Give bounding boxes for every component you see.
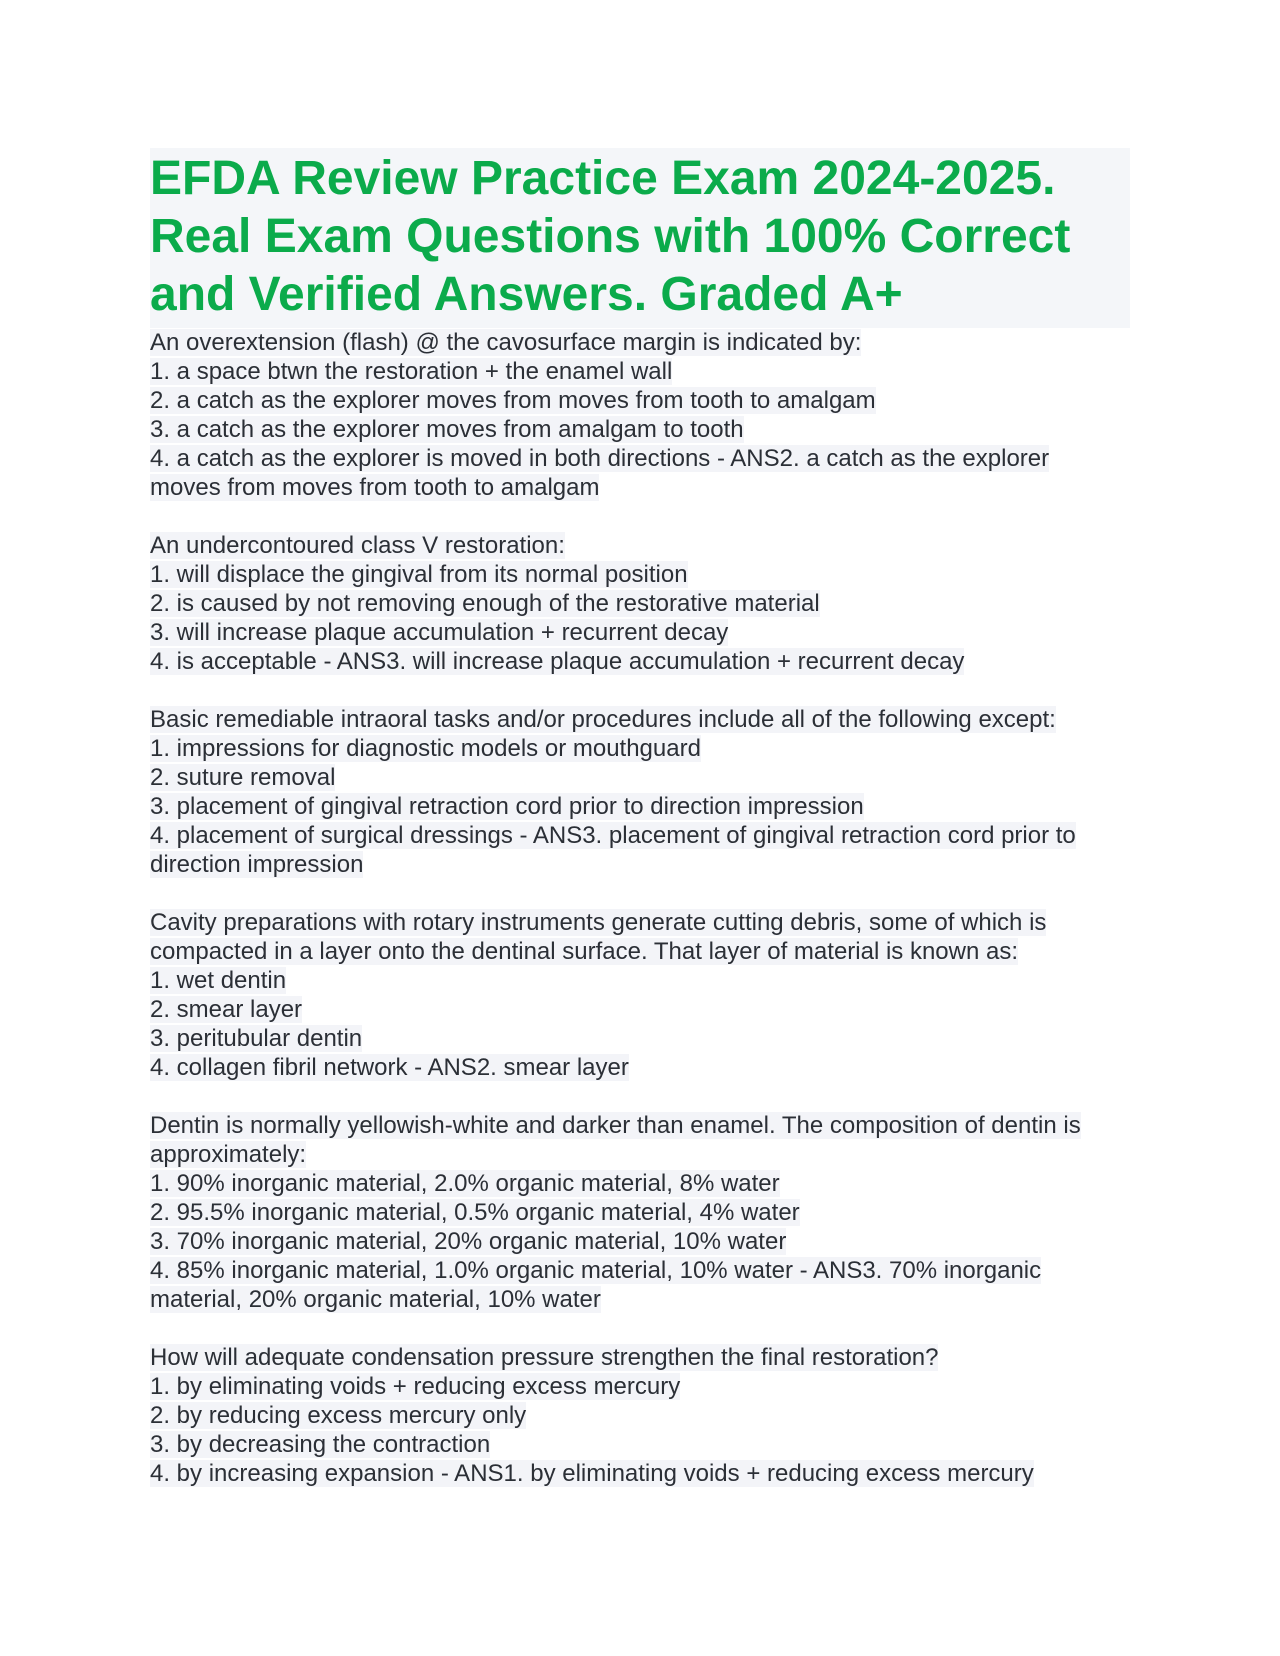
question-text: Basic remediable intraoral tasks and/or procedures include all of the following except: [150, 706, 1056, 733]
answer-option-with-answer: 4. a catch as the explorer is moved in both directions - ANS2. a catch as the explorer [150, 445, 1050, 472]
answer-option-with-answer: 4. is acceptable - ANS3. will increase plaque accumulation + recurrent decay [150, 648, 965, 675]
question-text: compacted in a layer onto the dentinal surface. That layer of material is known as: [150, 938, 1019, 965]
document-page [150, 148, 1130, 1488]
answer-option: 2. is caused by not removing enough of the restorative material [150, 590, 820, 617]
answer-option: 2. 95.5% inorganic material, 0.5% organic material, 4% water [150, 1199, 800, 1226]
answer-option: 3. by decreasing the contraction [150, 1431, 491, 1458]
question-block-5 [150, 1111, 1130, 1314]
question-block-2 [150, 531, 1130, 676]
answer-option-with-answer: 4. by increasing expansion - ANS1. by eliminating voids + reducing excess mercury [150, 1460, 1034, 1487]
answer-option-with-answer: 4. collagen fibril network - ANS2. smear layer [150, 1054, 629, 1081]
document-title [150, 148, 1130, 328]
answer-option: 1. a space btwn the restoration + the enamel wall [150, 358, 673, 385]
answer-option: 2. suture removal [150, 764, 336, 791]
question-block-1 [150, 328, 1130, 502]
question-text: Cavity preparations with rotary instruments generate cutting debris, some of which is [150, 909, 1047, 936]
answer-option: 1. wet dentin [150, 967, 287, 994]
question-text: An undercontoured class V restoration: [150, 532, 565, 559]
answer-option-with-answer: 4. 85% inorganic material, 1.0% organic material, 10% water - ANS3. 70% inorganic [150, 1257, 1042, 1284]
title-line: and Verified Answers. Graded A+ [150, 268, 903, 321]
question-text: An overextension (flash) @ the cavosurface margin is indicated by: [150, 329, 862, 356]
answer-option: 3. will increase plaque accumulation + recurrent decay [150, 619, 729, 646]
question-block-3 [150, 705, 1130, 879]
answer-option: 2. by reducing excess mercury only [150, 1402, 527, 1429]
title-line: EFDA Review Practice Exam 2024-2025. [150, 152, 1056, 205]
answer-option: 1. by eliminating voids + reducing excess mercury [150, 1373, 681, 1400]
answer-option-with-answer: 4. placement of surgical dressings - ANS3. placement of gingival retraction cord prior to [150, 822, 1076, 849]
answer-option: 1. impressions for diagnostic models or mouthguard [150, 735, 701, 762]
question-block-6 [150, 1343, 1130, 1488]
answer-option: 3. peritubular dentin [150, 1025, 363, 1052]
answer-option: 1. will displace the gingival from its normal position [150, 561, 688, 588]
question-text: How will adequate condensation pressure strengthen the final restoration? [150, 1344, 939, 1371]
question-text: Dentin is normally yellowish-white and darker than enamel. The composition of dentin is [150, 1112, 1081, 1139]
answer-option: 3. 70% inorganic material, 20% organic material, 10% water [150, 1228, 787, 1255]
answer-option: 3. a catch as the explorer moves from amalgam to tooth [150, 416, 744, 443]
answer-continuation: direction impression [150, 851, 364, 878]
question-text: approximately: [150, 1141, 307, 1168]
answer-option: 2. smear layer [150, 996, 303, 1023]
answer-option: 3. placement of gingival retraction cord prior to direction impression [150, 793, 864, 820]
title-line: Real Exam Questions with 100% Correct [150, 210, 1071, 263]
answer-option: 2. a catch as the explorer moves from moves from tooth to amalgam [150, 387, 876, 414]
answer-option: 1. 90% inorganic material, 2.0% organic material, 8% water [150, 1170, 780, 1197]
answer-continuation: material, 20% organic material, 10% water [150, 1286, 601, 1313]
answer-continuation: moves from moves from tooth to amalgam [150, 474, 600, 501]
question-block-4 [150, 908, 1130, 1082]
